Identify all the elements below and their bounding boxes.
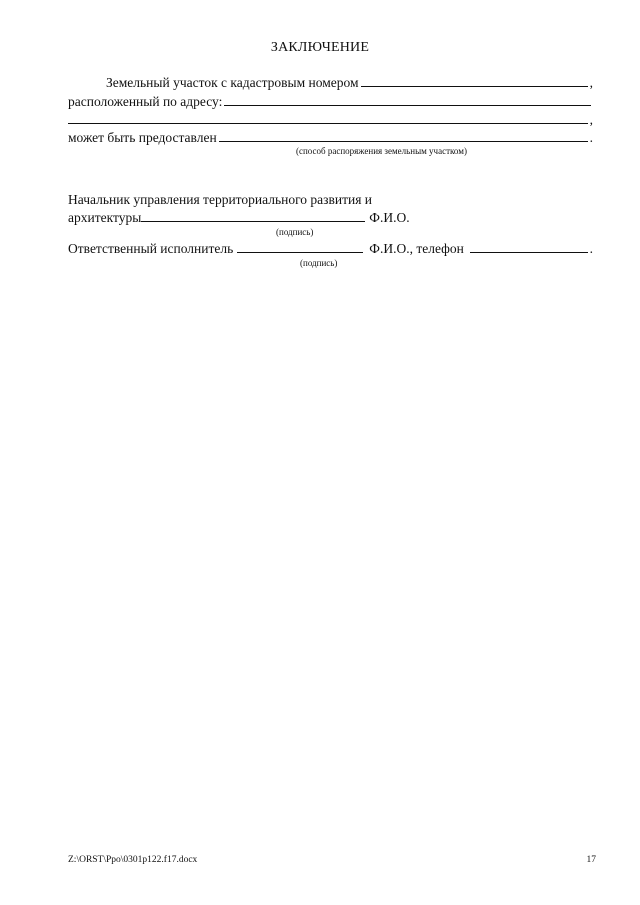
executor-phone-blank — [470, 241, 588, 253]
footer-page-number: 17 — [586, 855, 596, 865]
executor-period: . — [589, 241, 593, 256]
chief-title: Начальник управления территориального развития и — [68, 192, 373, 207]
provision-line — [68, 130, 593, 146]
provision-method-caption: (способ распоряжения земельным участком) — [296, 146, 467, 156]
footer-file-path: Z:\ORST\Ppo\0301p122.f17.docx — [68, 855, 198, 865]
cadastral-number-line — [68, 75, 593, 91]
executor-line — [68, 241, 593, 257]
executor-signature-blank — [237, 241, 363, 253]
chief-fio: Ф.И.О. — [369, 210, 410, 225]
address-continuation-blank — [68, 112, 588, 124]
executor-fio-phone: Ф.И.О., телефон — [369, 241, 464, 256]
address-blank — [224, 94, 591, 106]
provision-method-blank — [219, 130, 588, 142]
chief-title-continued: архитектуры — [68, 210, 142, 225]
cadastral-label: Земельный участок с кадастровым номером — [106, 75, 359, 90]
executor-signature-caption: (подпись) — [300, 258, 338, 268]
address-label: расположенный по адресу: — [68, 94, 223, 109]
chief-signature-line — [68, 210, 410, 226]
document-title: ЗАКЛЮЧЕНИЕ — [270, 40, 370, 55]
line1-comma: , — [589, 75, 593, 90]
address-continuation-line — [68, 112, 593, 128]
chief-title-line — [68, 192, 593, 208]
chief-signature-caption: (подпись) — [276, 227, 314, 237]
address-line — [68, 94, 593, 110]
provision-label: может быть предоставлен — [68, 130, 217, 145]
cadastral-number-blank — [361, 75, 588, 87]
line4-period: . — [589, 130, 593, 145]
chief-signature-blank — [141, 210, 365, 222]
executor-label: Ответственный исполнитель — [68, 241, 234, 256]
line3-comma: , — [589, 112, 593, 127]
